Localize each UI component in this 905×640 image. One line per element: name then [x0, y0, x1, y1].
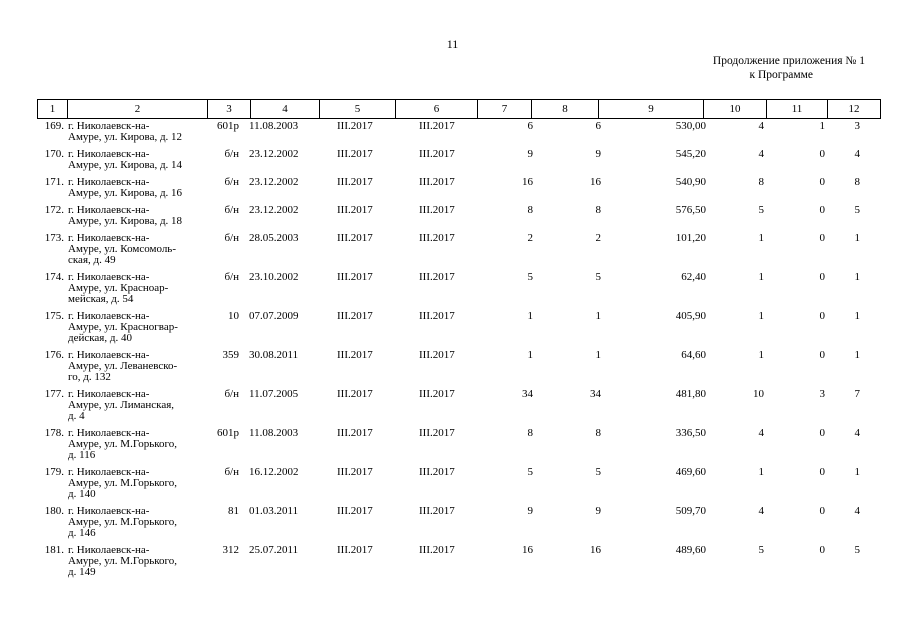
row-number: 172.: [44, 204, 64, 216]
value-col-10: 4: [758, 505, 764, 517]
period-start: III.2017: [337, 466, 373, 478]
address-line: Амуре, ул. М.Горького,: [68, 477, 178, 489]
area-value: 469,60: [675, 466, 706, 478]
address-line: г. Николаевск-на-: [68, 120, 150, 132]
area-value: 530,00: [675, 120, 706, 132]
table-row: [37, 428, 867, 461]
table-row: [37, 233, 867, 266]
address-cell: [67, 428, 207, 461]
value-col-7: 8: [527, 204, 533, 216]
document-number: б/н: [224, 176, 239, 188]
value-col-12: 4: [854, 148, 860, 160]
document-number: б/н: [224, 466, 239, 478]
row-number: 173.: [44, 232, 64, 244]
period-end: III.2017: [419, 120, 455, 132]
value-col-8: 8: [595, 204, 601, 216]
value-col-10: 1: [758, 232, 764, 244]
address-line: д. 149: [68, 566, 96, 578]
column-number: 1: [38, 100, 68, 119]
value-col-7: 1: [527, 349, 533, 361]
address-line: Амуре, ул. Кирова, д. 18: [68, 215, 183, 227]
value-col-11: 1: [819, 120, 825, 132]
column-number: 8: [532, 100, 599, 119]
continuation-note: [665, 54, 865, 82]
period-start: III.2017: [337, 388, 373, 400]
value-col-8: 2: [595, 232, 601, 244]
table-row: [37, 205, 867, 227]
address-line: г. Николаевск-на-: [68, 466, 150, 478]
address-line: г. Николаевск-на-: [68, 232, 150, 244]
row-number: 174.: [44, 271, 64, 283]
document-date: 11.08.2003: [249, 427, 299, 439]
value-col-12: 4: [854, 427, 860, 439]
row-number: 176.: [44, 349, 64, 361]
row-number: 175.: [44, 310, 64, 322]
document-date: 16.12.2002: [249, 466, 299, 478]
value-col-12: 7: [854, 388, 860, 400]
period-end: III.2017: [419, 505, 455, 517]
area-value: 64,60: [681, 349, 706, 361]
value-col-11: 0: [819, 349, 825, 361]
document-date: 11.07.2005: [249, 388, 299, 400]
area-value: 509,70: [675, 505, 706, 517]
document-date: 23.10.2002: [249, 271, 299, 283]
address-line: г. Николаевск-на-: [68, 204, 150, 216]
value-col-10: 4: [758, 120, 764, 132]
period-start: III.2017: [337, 120, 373, 132]
area-value: 576,50: [675, 204, 706, 216]
document-number: б/н: [224, 148, 239, 160]
address-line: Амуре, ул. Кирова, д. 14: [68, 159, 183, 171]
value-col-7: 16: [522, 176, 533, 188]
value-col-12: 1: [854, 349, 860, 361]
table-row: [37, 467, 867, 500]
address-line: д. 4: [68, 410, 85, 422]
period-end: III.2017: [419, 427, 455, 439]
period-start: III.2017: [337, 505, 373, 517]
address-line: ская, д. 49: [68, 254, 116, 266]
table-row: [37, 389, 867, 422]
address-line: Амуре, ул. Кирова, д. 16: [68, 187, 183, 199]
period-end: III.2017: [419, 148, 455, 160]
area-value: 62,40: [681, 271, 706, 283]
value-col-12: 5: [854, 204, 860, 216]
value-col-10: 4: [758, 148, 764, 160]
continuation-line-1: Продолжение приложения № 1: [712, 55, 865, 67]
period-end: III.2017: [419, 544, 455, 556]
document-date: 30.08.2011: [249, 349, 299, 361]
address-cell: [67, 121, 207, 143]
table-row: [37, 149, 867, 171]
area-value: 405,90: [675, 310, 706, 322]
document-number: 601р: [217, 427, 239, 439]
address-line: Амуре, ул. Красноар-: [68, 282, 169, 294]
document-date: 23.12.2002: [249, 204, 299, 216]
value-col-8: 8: [595, 427, 601, 439]
value-col-11: 0: [819, 544, 825, 556]
value-col-10: 5: [758, 204, 764, 216]
period-start: III.2017: [337, 204, 373, 216]
document-date: 23.12.2002: [249, 148, 299, 160]
column-number: 6: [396, 100, 478, 119]
value-col-12: 1: [854, 232, 860, 244]
address-cell: [67, 149, 207, 171]
period-end: III.2017: [419, 271, 455, 283]
document-number: б/н: [224, 232, 239, 244]
value-col-7: 1: [527, 310, 533, 322]
value-col-11: 0: [819, 505, 825, 517]
row-number: 178.: [44, 427, 64, 439]
address-cell: [67, 467, 207, 500]
column-number: 5: [320, 100, 396, 119]
area-value: 481,80: [675, 388, 706, 400]
address-line: г. Николаевск-на-: [68, 271, 150, 283]
address-line: Амуре, ул. М.Горького,: [68, 555, 178, 567]
value-col-10: 5: [758, 544, 764, 556]
document-number: б/н: [224, 388, 239, 400]
value-col-7: 6: [527, 120, 533, 132]
value-col-11: 0: [819, 232, 825, 244]
value-col-10: 1: [758, 466, 764, 478]
period-end: III.2017: [419, 176, 455, 188]
row-number: 179.: [44, 466, 64, 478]
document-number: 601р: [217, 120, 239, 132]
table-row: [37, 350, 867, 383]
document-date: 07.07.2009: [249, 310, 299, 322]
value-col-7: 9: [527, 505, 533, 517]
address-line: г. Николаевск-на-: [68, 544, 150, 556]
address-line: Амуре, ул. М.Горького,: [68, 516, 178, 528]
address-cell: [67, 350, 207, 383]
period-end: III.2017: [419, 466, 455, 478]
address-line: г. Николаевск-на-: [68, 176, 150, 188]
area-value: 489,60: [675, 544, 706, 556]
value-col-7: 8: [527, 427, 533, 439]
address-cell: [67, 311, 207, 344]
value-col-11: 3: [819, 388, 825, 400]
document-date: 28.05.2003: [249, 232, 299, 244]
period-end: III.2017: [419, 388, 455, 400]
period-start: III.2017: [337, 427, 373, 439]
address-cell: [67, 545, 207, 578]
address-line: г. Николаевск-на-: [68, 427, 150, 439]
value-col-8: 5: [595, 271, 601, 283]
value-col-11: 0: [819, 271, 825, 283]
value-col-12: 1: [854, 271, 860, 283]
area-value: 101,20: [675, 232, 706, 244]
value-col-8: 1: [595, 310, 601, 322]
value-col-8: 16: [590, 544, 601, 556]
value-col-8: 6: [595, 120, 601, 132]
address-line: Амуре, ул. Леваневско-: [68, 360, 178, 372]
value-col-7: 9: [527, 148, 533, 160]
address-line: г. Николаевск-на-: [68, 349, 150, 361]
address-cell: [67, 389, 207, 422]
value-col-11: 0: [819, 148, 825, 160]
period-end: III.2017: [419, 232, 455, 244]
document-date: 01.03.2011: [249, 505, 299, 517]
document-number: 312: [222, 544, 239, 556]
address-line: д. 140: [68, 488, 96, 500]
address-cell: [67, 177, 207, 199]
value-col-10: 1: [758, 271, 764, 283]
address-line: г. Николаевск-на-: [68, 388, 150, 400]
area-value: 545,20: [675, 148, 706, 160]
value-col-7: 34: [522, 388, 533, 400]
value-col-8: 5: [595, 466, 601, 478]
address-line: Амуре, ул. М.Горького,: [68, 438, 178, 450]
column-number: 7: [478, 100, 532, 119]
document-number: б/н: [224, 271, 239, 283]
row-number: 177.: [44, 388, 64, 400]
value-col-12: 1: [854, 466, 860, 478]
address-cell: [67, 233, 207, 266]
address-line: Амуре, ул. Лиманская,: [68, 399, 175, 411]
value-col-8: 16: [590, 176, 601, 188]
value-col-12: 4: [854, 505, 860, 517]
value-col-12: 3: [854, 120, 860, 132]
period-end: III.2017: [419, 310, 455, 322]
address-cell: [67, 205, 207, 227]
value-col-7: 2: [527, 232, 533, 244]
value-col-7: 5: [527, 271, 533, 283]
address-line: Амуре, ул. Кирова, д. 12: [68, 131, 183, 143]
row-number: 170.: [44, 148, 64, 160]
period-start: III.2017: [337, 310, 373, 322]
period-start: III.2017: [337, 271, 373, 283]
row-number: 180.: [44, 505, 64, 517]
column-number: 2: [68, 100, 208, 119]
value-col-8: 9: [595, 148, 601, 160]
continuation-line-2: к Программе: [749, 69, 813, 81]
value-col-11: 0: [819, 204, 825, 216]
document-date: 25.07.2011: [249, 544, 299, 556]
address-line: дейская, д. 40: [68, 332, 132, 344]
period-start: III.2017: [337, 349, 373, 361]
address-cell: [67, 272, 207, 305]
period-end: III.2017: [419, 204, 455, 216]
row-number: 181.: [44, 544, 64, 556]
value-col-12: 8: [854, 176, 860, 188]
address-cell: [67, 506, 207, 539]
row-number: 169.: [44, 120, 64, 132]
address-line: Амуре, ул. Комсомоль-: [68, 243, 176, 255]
value-col-8: 34: [590, 388, 601, 400]
area-value: 336,50: [675, 427, 706, 439]
value-col-11: 0: [819, 176, 825, 188]
value-col-8: 9: [595, 505, 601, 517]
address-line: г. Николаевск-на-: [68, 148, 150, 160]
period-start: III.2017: [337, 176, 373, 188]
column-number: 9: [599, 100, 704, 119]
column-number: 10: [704, 100, 767, 119]
address-line: го, д. 132: [68, 371, 111, 383]
table-row: [37, 311, 867, 344]
period-end: III.2017: [419, 349, 455, 361]
document-date: 11.08.2003: [249, 120, 299, 132]
period-start: III.2017: [337, 232, 373, 244]
value-col-11: 0: [819, 466, 825, 478]
table-row: [37, 272, 867, 305]
document-number: 81: [228, 505, 239, 517]
column-number: 3: [208, 100, 251, 119]
value-col-10: 4: [758, 427, 764, 439]
value-col-12: 1: [854, 310, 860, 322]
value-col-10: 8: [758, 176, 764, 188]
column-number: 12: [828, 100, 881, 119]
table-row: [37, 506, 867, 539]
table-row: [37, 545, 867, 578]
value-col-7: 16: [522, 544, 533, 556]
value-col-11: 0: [819, 310, 825, 322]
value-col-11: 0: [819, 427, 825, 439]
document-number: 10: [228, 310, 239, 322]
value-col-7: 5: [527, 466, 533, 478]
value-col-10: 1: [758, 310, 764, 322]
column-number: 11: [767, 100, 828, 119]
value-col-10: 1: [758, 349, 764, 361]
address-line: г. Николаевск-на-: [68, 310, 150, 322]
value-col-12: 5: [854, 544, 860, 556]
document-date: 23.12.2002: [249, 176, 299, 188]
column-number: 4: [251, 100, 320, 119]
column-number-header: [37, 99, 881, 119]
document-number: б/н: [224, 204, 239, 216]
value-col-8: 1: [595, 349, 601, 361]
address-line: г. Николаевск-на-: [68, 505, 150, 517]
row-number: 171.: [44, 176, 64, 188]
page-number: 11: [446, 37, 459, 51]
address-line: д. 116: [68, 449, 96, 461]
address-line: Амуре, ул. Красногвар-: [68, 321, 178, 333]
address-line: мейская, д. 54: [68, 293, 134, 305]
period-start: III.2017: [337, 148, 373, 160]
address-line: д. 146: [68, 527, 96, 539]
document-number: 359: [222, 349, 239, 361]
value-col-10: 10: [753, 388, 764, 400]
table-row: [37, 177, 867, 199]
period-start: III.2017: [337, 544, 373, 556]
area-value: 540,90: [675, 176, 706, 188]
table-row: [37, 121, 867, 143]
